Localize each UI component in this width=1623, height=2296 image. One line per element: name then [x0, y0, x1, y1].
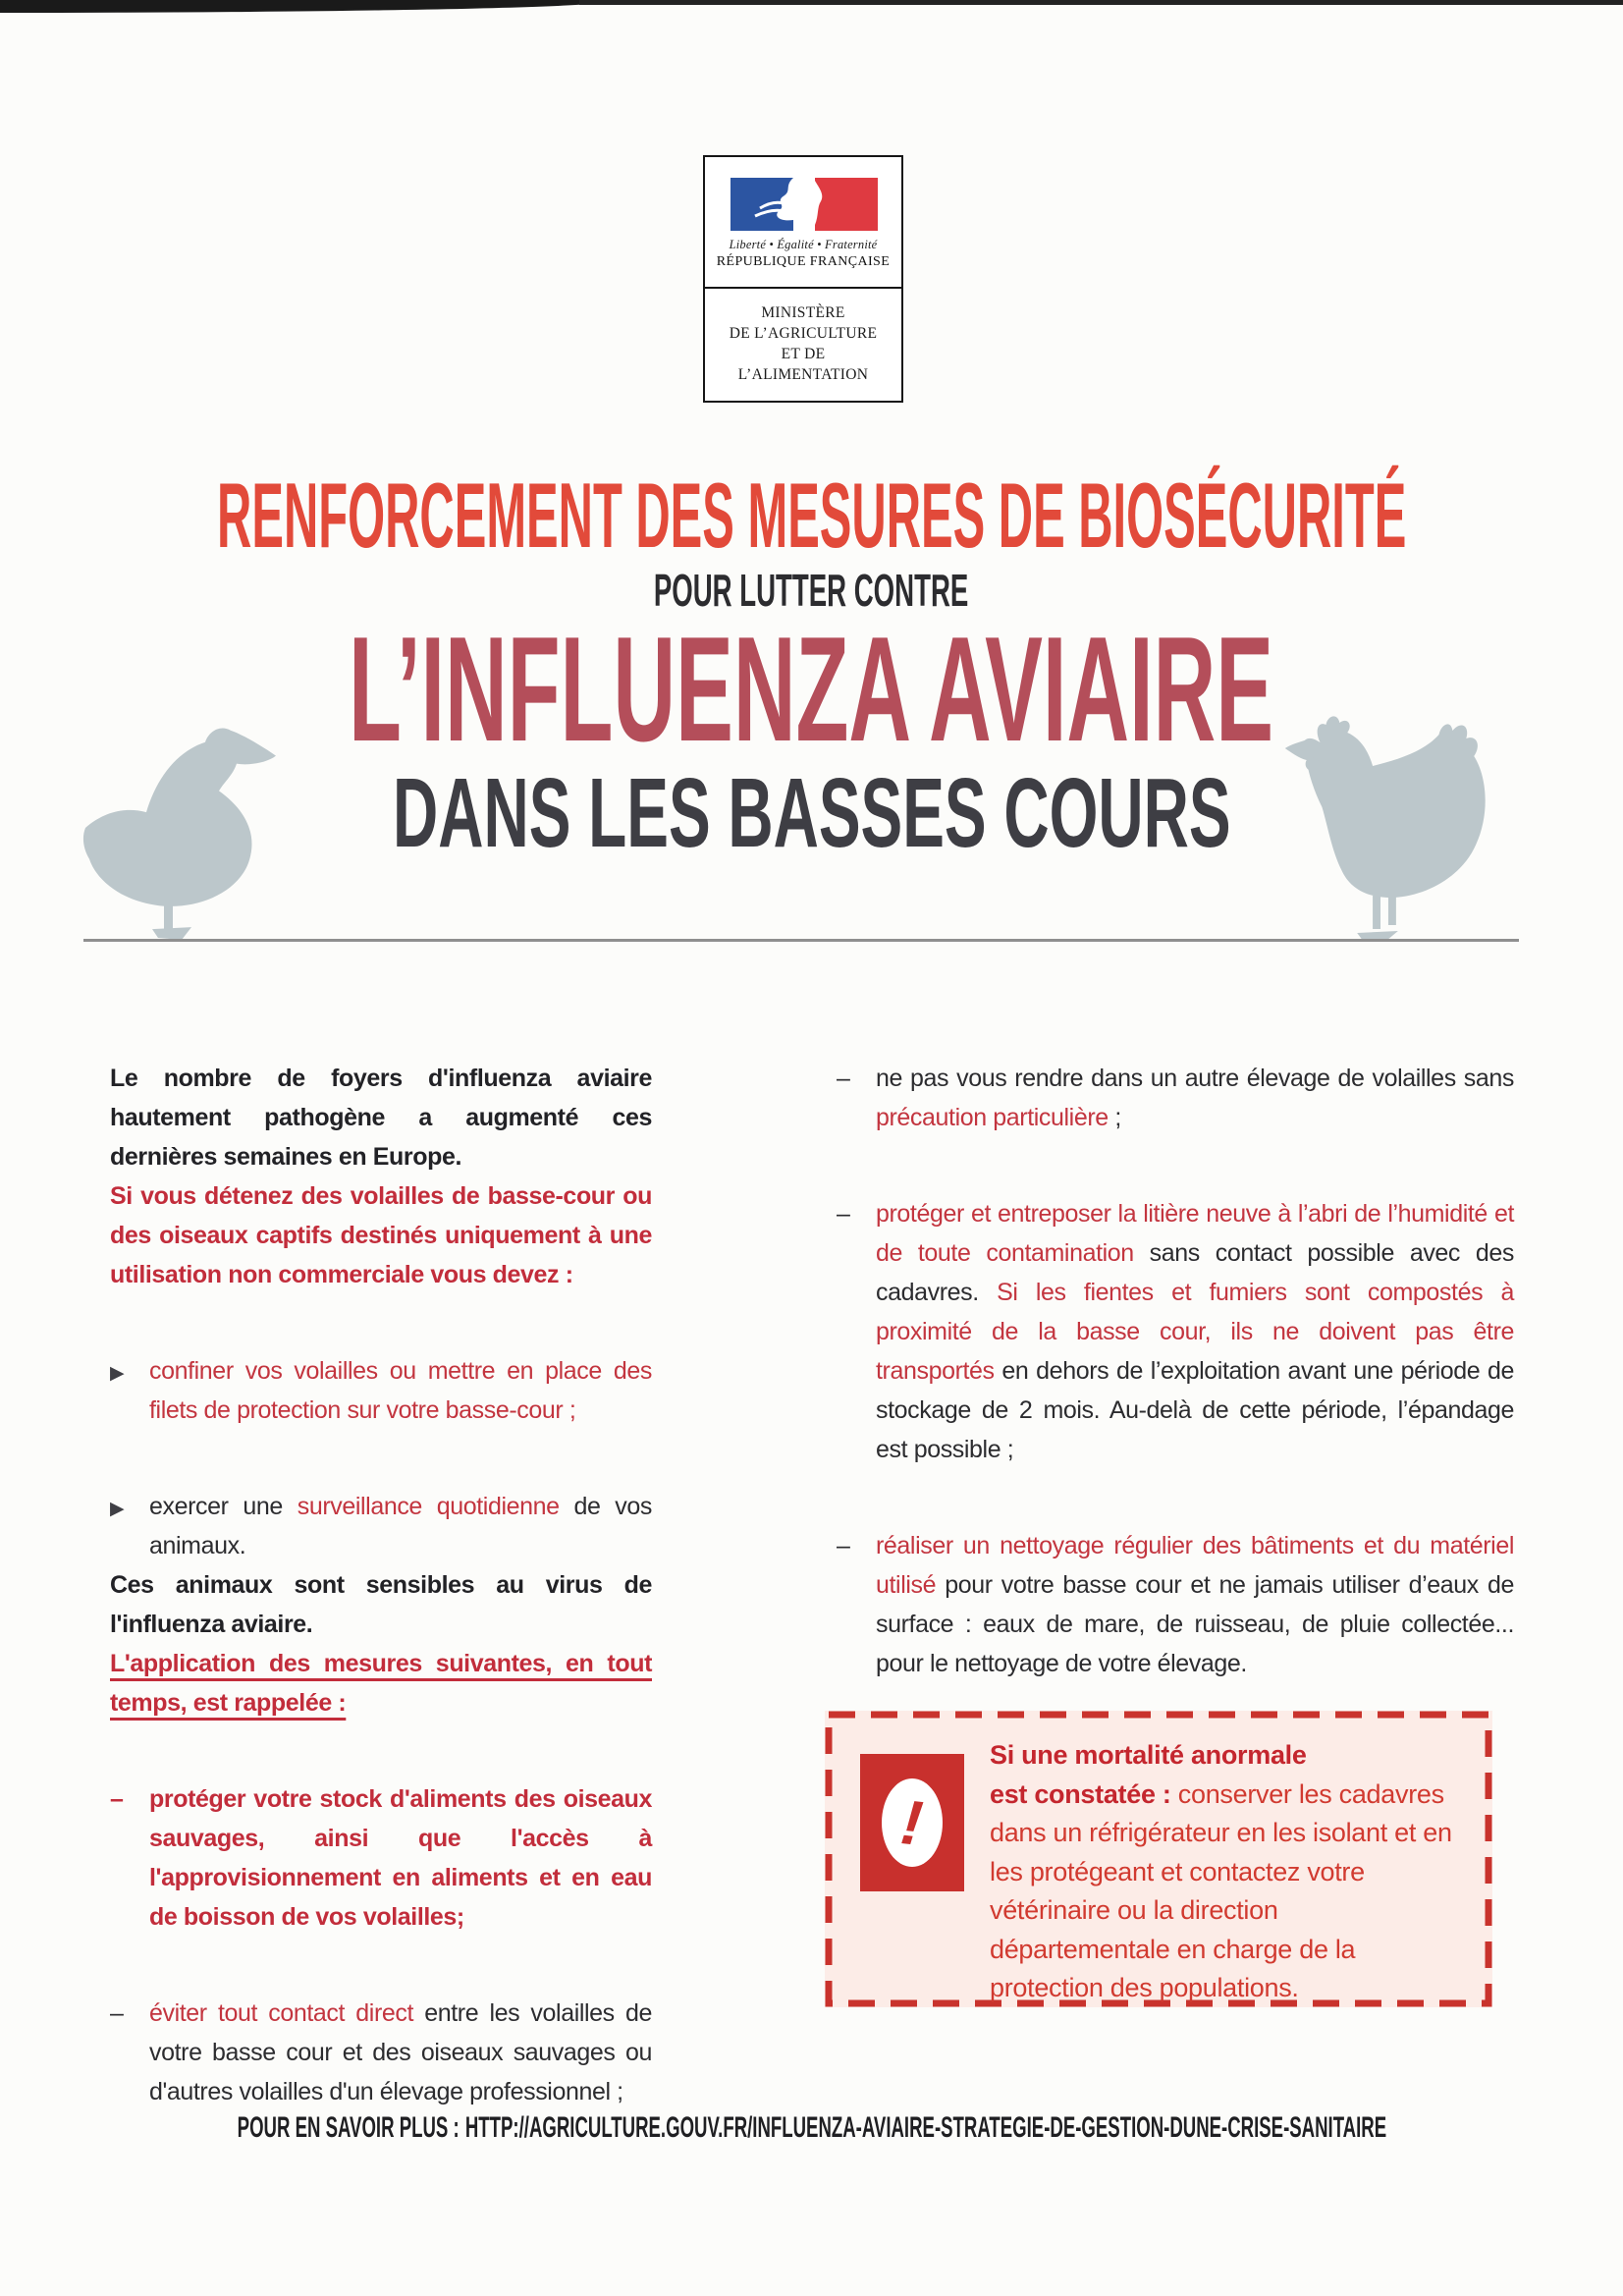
dash-bullet-icon: –	[110, 1999, 124, 2027]
republique-francaise-logo-block	[703, 155, 903, 403]
bullet-segment: ne pas vous rendre dans un autre élevage de volailles sans	[876, 1065, 1514, 1092]
banner-title-line2: POUR LUTTER CONTRE	[654, 565, 969, 616]
bullet-text	[149, 1351, 652, 1430]
bullet-nettoyage	[837, 1526, 1514, 1683]
dash-bullet-icon: –	[837, 1532, 850, 1559]
footer-text	[237, 2111, 1385, 2145]
bullet-segment: Si les fientes et fumiers sont compostés à proximité de la basse cour, ils ne doivent pas être transportés	[876, 1279, 1514, 1385]
banner-title-line3: L’INFLUENZA AVIAIRE	[349, 606, 1274, 773]
bullet-segment: pour votre basse cour et ne jamais utiliser d’eaux de surface : eaux de mare, de ruisseau, de pluie collectée... pour le nettoyage de votre élevage.	[876, 1571, 1514, 1677]
bullet-segment: précaution particulière	[876, 1104, 1109, 1131]
alert-title-line1: Si une mortalité anormale	[990, 1740, 1307, 1770]
bullet-text	[149, 1779, 652, 1937]
alert-body: conserver les cadavres dans un réfrigérateur en les isolant et en les protégeant et contactez votre vétérinaire ou la direction départementale en charge de la protection des populations.	[990, 1778, 1452, 2002]
intro-paragraph: Le nombre de foyers d'influenza aviaire hautement pathogène a augmenté ces dernières semaines en Europe.	[110, 1065, 652, 1171]
banner-title-line1: RENFORCEMENT DES MESURES DE BIOSÉCURITÉ	[216, 464, 1407, 567]
bullet-segment: protéger votre stock d'aliments des oiseaux sauvages, ainsi que l'accès à l'approvisionnement en aliments et en eau de boisson de vos volailles;	[149, 1785, 652, 1931]
arrow-bullet-icon: ▶	[110, 1363, 125, 1384]
ministry-line: MINISTÈRE	[761, 304, 845, 321]
alert-oval	[882, 1778, 943, 1867]
scan-artifact-band	[0, 0, 604, 13]
bullet-segment: sans contact possible avec des cadavres.	[876, 1239, 1514, 1306]
logo-top-section	[705, 157, 901, 289]
footer-url: HTTP://AGRICULTURE.GOUV.FR/INFLUENZA-AVIAIRE-STRATEGIE-DE-GESTION-DUNE-CRISE-SANITAIRE	[464, 2111, 1386, 2144]
conditions-paragraph: Si vous détenez des volailles de basse-cour ou des oiseaux captifs destinés uniquement à une utilisation non commerciale vous devez :	[110, 1182, 652, 1288]
exclamation-glyph: !	[897, 1786, 927, 1859]
bullet-segment: réaliser un nettoyage régulier des bâtiments et du matériel utilisé	[876, 1532, 1514, 1599]
right-column	[837, 1059, 1514, 1683]
bullet-text	[876, 1059, 1514, 1137]
marianne-flag-icon	[730, 178, 878, 231]
chicken-silhouette-icon	[1260, 709, 1503, 945]
alert-text	[990, 1736, 1459, 2008]
dash-bullet-icon: –	[837, 1200, 850, 1228]
logo-motto: Liberté • Égalité • Fraternité	[729, 238, 878, 251]
measures-heading: L'application des mesures suivantes, en tout temps, est rappelée :	[110, 1650, 652, 1717]
alert-exclamation-icon	[860, 1754, 964, 1891]
bullet-segment: de vos animaux.	[149, 1493, 652, 1559]
bullet-eviter-contact	[110, 1994, 652, 2111]
alert-title-line2: est constatée :	[990, 1778, 1171, 1809]
dash-bullet-icon: –	[837, 1065, 850, 1092]
bullet-text	[876, 1526, 1514, 1683]
mortality-alert-box	[825, 1711, 1492, 2007]
ministry-line: ET DE	[781, 346, 826, 362]
bullet-confiner-volailles	[110, 1351, 652, 1430]
bullet-segment: confiner vos volailles ou mettre en place des filets de protection sur votre basse-cour ;	[149, 1357, 652, 1424]
bullet-segment: entre les volailles de votre basse cour et des oiseaux sauvages ou d'autres volailles d'un élevage professionnel ;	[149, 1999, 652, 2105]
bullet-ne-pas-vous-rendre	[837, 1059, 1514, 1137]
horizontal-divider	[83, 939, 1519, 942]
ministry-name	[705, 302, 901, 385]
logo-republic-label: RÉPUBLIQUE FRANÇAISE	[716, 254, 891, 269]
scan-artifact-band-thin	[579, 0, 1623, 5]
bullet-text	[876, 1194, 1514, 1469]
bullet-segment: éviter tout contact direct	[149, 1999, 414, 2027]
footer-label: POUR EN SAVOIR PLUS :	[237, 2111, 460, 2144]
arrow-bullet-icon: ▶	[110, 1499, 125, 1519]
bullet-text	[149, 1994, 652, 2111]
bullet-segment: exercer une	[149, 1493, 298, 1520]
footer	[0, 2111, 1623, 2145]
duck-silhouette-icon	[74, 719, 285, 943]
bullet-litiere	[837, 1194, 1514, 1469]
bullet-text	[149, 1487, 652, 1565]
bullet-segment: surveillance quotidienne	[297, 1493, 560, 1520]
bullet-surveillance	[110, 1487, 652, 1565]
ministry-line: DE L’AGRICULTURE	[729, 325, 878, 342]
bullet-segment: en dehors de l’exploitation avant une période de stockage de 2 mois. Au-delà de cette période, l’épandage est possible ;	[876, 1357, 1514, 1463]
bullet-segment: ;	[1108, 1104, 1121, 1131]
bullet-proteger-stock	[110, 1779, 652, 1937]
left-column	[110, 1059, 652, 2111]
bullet-segment: protéger et entreposer la litière neuve à l’abri de l’humidité et de toute contamination	[876, 1200, 1514, 1267]
sensibility-paragraph: Ces animaux sont sensibles au virus de l'influenza aviaire.	[110, 1571, 652, 1638]
ministry-line: L’ALIMENTATION	[737, 366, 869, 383]
banner-title-line4: DANS LES BASSES COURS	[392, 758, 1231, 868]
dash-bullet-icon: –	[110, 1785, 124, 1813]
